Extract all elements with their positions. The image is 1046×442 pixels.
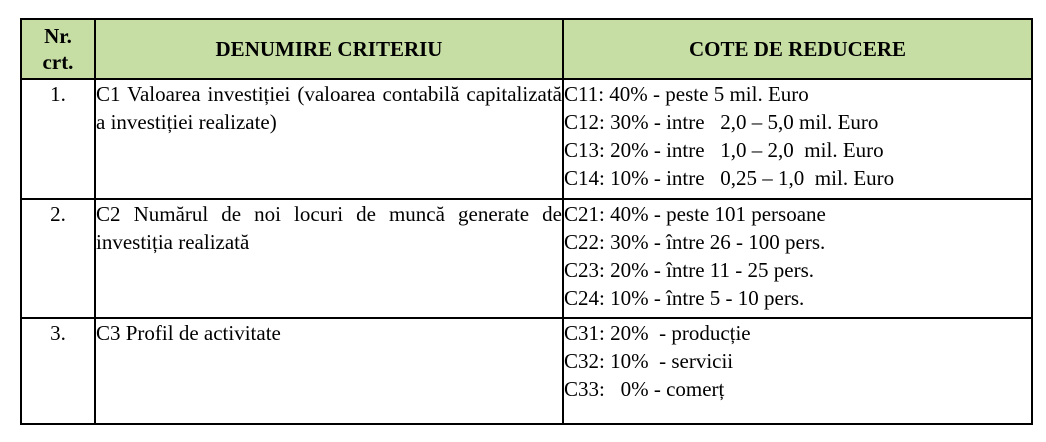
header-nr-line1: Nr.	[44, 24, 72, 48]
criteria-table	[20, 18, 1033, 425]
header-nr-line2: crt.	[42, 50, 74, 74]
reduction-rates	[563, 79, 1032, 199]
table-header-row	[21, 19, 1032, 79]
row-number: 2.	[21, 199, 95, 318]
reduction-rate-line: C31: 20% - producție	[564, 321, 751, 345]
header-denumire-criteriu: DENUMIRE CRITERIU	[95, 19, 563, 79]
table-row	[21, 318, 1032, 424]
reduction-rate-line: C33: 0% - comerț	[564, 377, 725, 401]
reduction-rate-line: C14: 10% - intre 0,25 – 1,0 mil. Euro	[564, 166, 895, 190]
row-number: 1.	[21, 79, 95, 199]
criterion-name: C2 Numărul de noi locuri de muncă generate de investiția realizată	[95, 199, 563, 318]
reduction-rates	[563, 318, 1032, 424]
reduction-rate-line: C12: 30% - intre 2,0 – 5,0 mil. Euro	[564, 110, 879, 134]
table-row	[21, 79, 1032, 199]
table-row	[21, 199, 1032, 318]
criterion-name: C3 Profil de activitate	[95, 318, 563, 424]
reduction-rate-line: C23: 20% - între 11 - 25 pers.	[564, 258, 815, 282]
reduction-rate-line: C11: 40% - peste 5 mil. Euro	[564, 82, 809, 106]
header-cote-de-reducere: COTE DE REDUCERE	[563, 19, 1032, 79]
reduction-rate-line: C22: 30% - între 26 - 100 pers.	[564, 230, 826, 254]
header-nr-crt	[21, 19, 95, 79]
reduction-rate-line: C32: 10% - servicii	[564, 349, 734, 373]
reduction-rate-line: C13: 20% - intre 1,0 – 2,0 mil. Euro	[564, 138, 884, 162]
reduction-rate-line: C24: 10% - între 5 - 10 pers.	[564, 286, 805, 310]
reduction-rate-line: C21: 40% - peste 101 persoane	[564, 202, 826, 226]
reduction-rates	[563, 199, 1032, 318]
criterion-name: C1 Valoarea investiției (valoarea contabilă capitalizată a investiției realizate)	[95, 79, 563, 199]
row-number: 3.	[21, 318, 95, 424]
